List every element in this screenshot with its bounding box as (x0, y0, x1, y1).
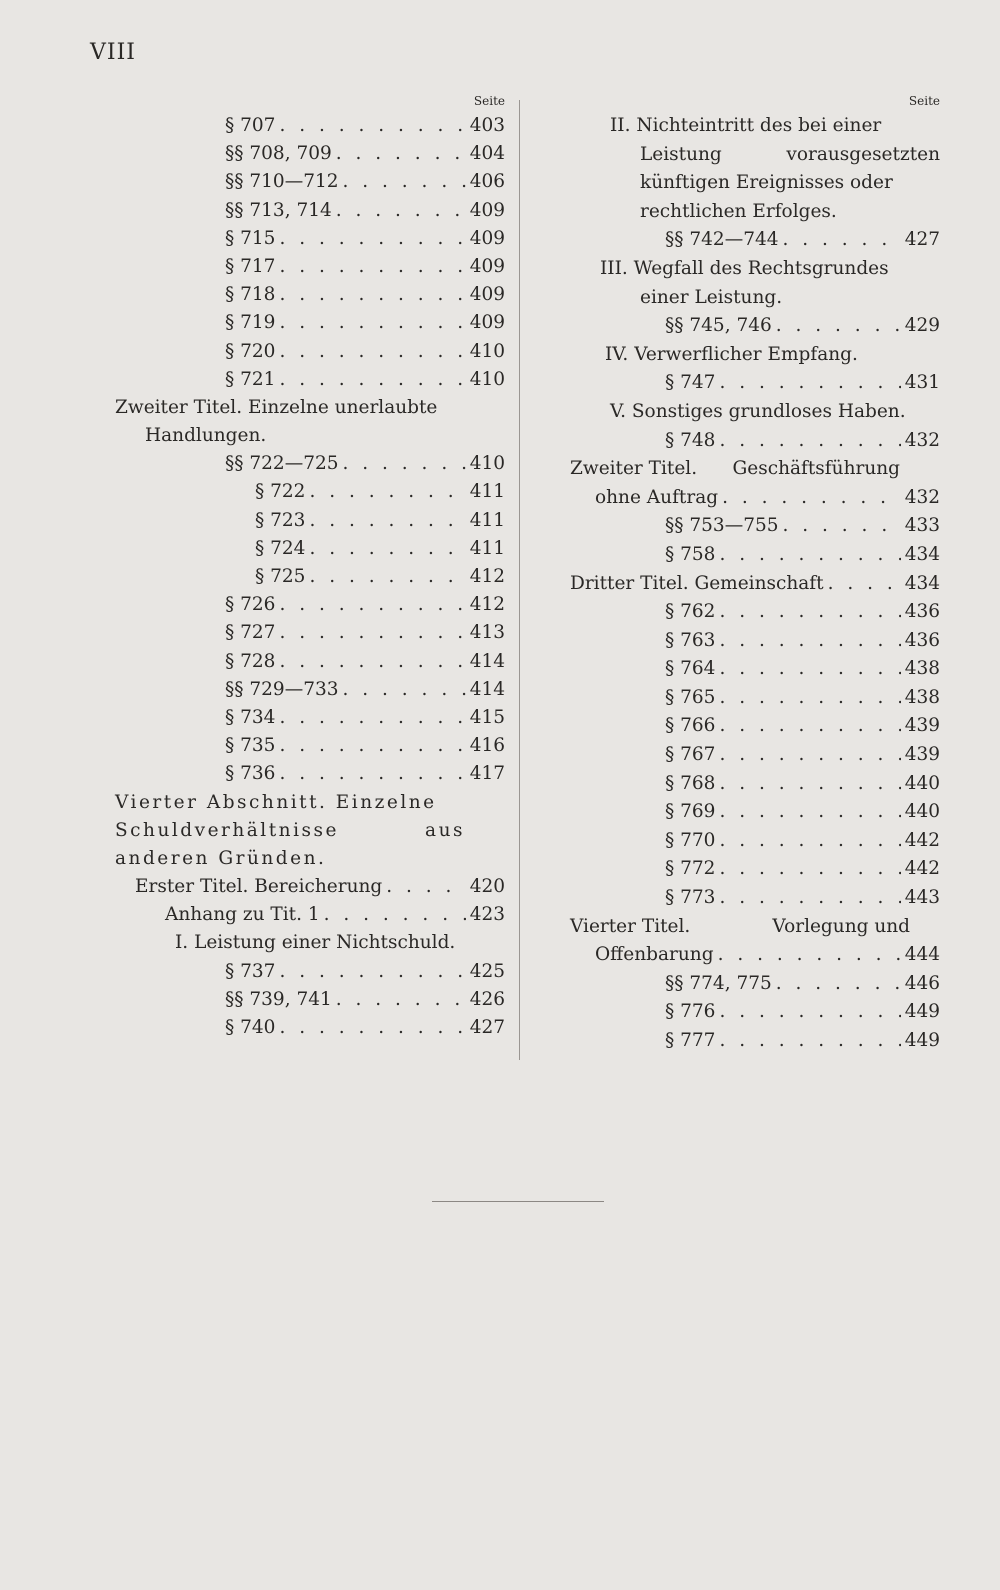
dot-leader (719, 627, 900, 656)
subheading-II-line2 (560, 141, 940, 170)
toc-entry (105, 619, 505, 647)
toc-entry-page: 406 (469, 171, 505, 193)
dot-leader (279, 281, 465, 309)
toc-entry-page: 410 (469, 368, 505, 390)
toc-entry (560, 627, 940, 656)
toc-entry-page: 446 (904, 972, 940, 994)
toc-entry-page: 432 (904, 429, 940, 451)
toc-entry (105, 450, 505, 478)
toc-entry-page: 420 (469, 876, 505, 898)
toc-entry-page: 417 (469, 763, 505, 785)
toc-entry-page: 431 (904, 372, 940, 394)
toc-entry-page: 412 (469, 594, 505, 616)
toc-entry (105, 901, 505, 929)
dot-leader (309, 478, 465, 506)
toc-entry-label: Anhang zu Tit. 1 (165, 904, 320, 926)
toc-entry (560, 712, 940, 741)
toc-entry-label: § 737 (225, 960, 276, 982)
toc-entry (105, 507, 505, 535)
dot-leader (279, 958, 465, 986)
toc-entry-label: § 748 (665, 429, 716, 451)
dot-leader (719, 541, 900, 570)
toc-entry (560, 684, 940, 713)
dot-leader (279, 704, 465, 732)
toc-entry-page: 442 (904, 829, 940, 851)
toc-entry (560, 541, 940, 570)
toc-entry-page: 436 (904, 601, 940, 623)
toc-entry (560, 512, 940, 541)
heading-word: Geschäftsführung (732, 458, 900, 480)
dot-leader (279, 760, 465, 788)
toc-group (560, 427, 940, 456)
dot-leader (719, 770, 900, 799)
toc-entry-label: § 772 (665, 858, 716, 880)
column-header-seite: Seite (473, 94, 505, 108)
toc-entry-label: § 734 (225, 706, 276, 728)
dot-leader (719, 598, 900, 627)
toc-entry-page: 434 (904, 572, 940, 594)
toc-entry-page: 411 (469, 537, 505, 559)
toc-group (560, 484, 940, 513)
toc-group (560, 512, 940, 569)
toc-entry-label: § 725 (255, 566, 306, 587)
dot-leader (718, 941, 901, 970)
toc-entry-label: §§ 708, 709 (225, 143, 332, 165)
toc-entry-page: 411 (469, 481, 505, 503)
toc-entry-label: § 717 (225, 255, 276, 277)
toc-entry (105, 338, 505, 366)
heading-word: aus (425, 819, 465, 841)
toc-entry-label: § 765 (665, 686, 716, 708)
dot-leader (776, 312, 901, 341)
toc-entry (105, 676, 505, 704)
toc-entry-page: 411 (469, 509, 505, 531)
toc-entry-page: 412 (469, 566, 505, 587)
column-header-seite: Seite (908, 94, 940, 108)
toc-entry (560, 1027, 940, 1056)
toc-entry-page: 440 (904, 801, 940, 823)
toc-entry-page: 440 (904, 772, 940, 794)
toc-entry-page: 449 (904, 1001, 940, 1023)
toc-entry (560, 226, 940, 255)
dot-leader (719, 1027, 900, 1056)
heading-vierter-abschnitt-line2 (105, 817, 505, 845)
dot-leader (783, 512, 901, 541)
column-divider (519, 100, 520, 1060)
toc-entry (560, 884, 940, 913)
heading-word: Vierter Titel. (570, 915, 691, 937)
toc-entry (105, 873, 505, 901)
toc-entry-label: §§ 739, 741 (225, 988, 332, 1010)
toc-entry-label: § 728 (225, 650, 276, 672)
toc-entry (560, 427, 940, 456)
dot-leader (343, 168, 466, 196)
toc-group (560, 570, 940, 913)
toc-entry-label: §§ 729—733 (225, 678, 339, 700)
toc-entry-page: 415 (469, 706, 505, 728)
toc-entry-label: § 773 (665, 887, 716, 909)
toc-entry-page: 403 (469, 115, 505, 136)
dot-leader (309, 535, 465, 563)
toc-entry-page: 410 (469, 453, 505, 475)
dot-leader (719, 684, 900, 713)
toc-entry-page: 442 (904, 858, 940, 880)
toc-entry (560, 970, 940, 999)
dot-leader (719, 884, 900, 913)
toc-entry-page: 425 (469, 960, 505, 982)
dot-leader (719, 427, 900, 456)
toc-entry-label: § 768 (665, 772, 716, 794)
toc-entry-label: §§ 742—744 (665, 229, 779, 251)
toc-entry-label: § 727 (225, 622, 276, 644)
toc-left-column (105, 90, 505, 1042)
toc-entry (105, 112, 505, 140)
toc-entry (560, 855, 940, 884)
toc-entry-label: § 722 (255, 481, 306, 503)
heading-word: vorausgesetzten (786, 143, 940, 165)
dot-leader (776, 970, 901, 999)
dot-leader (386, 873, 465, 901)
dot-leader (719, 741, 900, 770)
dot-leader (279, 732, 465, 760)
toc-entry-page: 404 (469, 143, 505, 165)
toc-entry-label: §§ 713, 714 (225, 199, 332, 221)
toc-entry-label: ohne Auftrag (595, 486, 719, 508)
toc-entry-label: § 719 (225, 312, 276, 334)
toc-entry-label: § 770 (665, 829, 716, 851)
toc-entry (560, 655, 940, 684)
toc-entry (105, 958, 505, 986)
toc-entry (560, 941, 940, 970)
dot-leader (279, 309, 465, 337)
toc-entry-page: 423 (469, 904, 505, 926)
footer-rule (432, 1201, 604, 1202)
subheading-leistung-nichtschuld: I. Leistung einer Nichtschuld. (175, 932, 456, 954)
heading-word: Leistung (640, 143, 722, 165)
toc-entry-page: 439 (904, 744, 940, 766)
toc-entry-page: 427 (469, 1017, 505, 1038)
toc-entry-label: § 776 (665, 1001, 716, 1023)
dot-leader (719, 712, 900, 741)
toc-entry (105, 225, 505, 253)
toc-group (105, 873, 505, 929)
toc-entry (560, 770, 940, 799)
toc-entry (560, 798, 940, 827)
heading-zweiter-titel-cont: Handlungen. (145, 425, 267, 447)
toc-group (560, 369, 940, 398)
toc-entry-label: § 718 (225, 284, 276, 306)
dot-leader (828, 570, 901, 599)
toc-entry (105, 197, 505, 225)
toc-entry (560, 570, 940, 599)
toc-entry-label: § 758 (665, 543, 716, 565)
dot-leader (279, 225, 465, 253)
toc-entry-page: 409 (469, 284, 505, 306)
toc-entry-page: 434 (904, 543, 940, 565)
heading-vierter-abschnitt-line3: anderen Gründen. (115, 847, 327, 869)
toc-entry (560, 741, 940, 770)
heading-zweiter-titel: Zweiter Titel. Einzelne unerlaubte (115, 396, 438, 418)
toc-entry-page: 443 (904, 887, 940, 909)
toc-group (560, 226, 940, 255)
toc-entry (105, 253, 505, 281)
toc-entry (105, 168, 505, 196)
toc-entry-page: 409 (469, 312, 505, 334)
toc-entry-label: § 724 (255, 537, 306, 559)
toc-entry-label: § 777 (665, 1030, 716, 1051)
toc-entry (105, 704, 505, 732)
toc-entry (560, 827, 940, 856)
toc-entry (105, 563, 505, 591)
dot-leader (279, 619, 465, 647)
toc-entry-page: 444 (904, 944, 940, 966)
toc-entry (560, 369, 940, 398)
dot-leader (279, 366, 465, 394)
toc-entry-page: 439 (904, 715, 940, 737)
toc-entry-label: § 707 (225, 115, 276, 136)
toc-entry-page: 436 (904, 629, 940, 651)
toc-entry-page: 410 (469, 340, 505, 362)
toc-entry (105, 535, 505, 563)
toc-entry (105, 478, 505, 506)
toc-entry (560, 312, 940, 341)
toc-entry-page: 414 (469, 650, 505, 672)
toc-entry-label: § 747 (665, 372, 716, 394)
toc-entry-label: § 763 (665, 629, 716, 651)
dot-leader (719, 855, 900, 884)
toc-entry-page: 427 (904, 229, 940, 251)
toc-entry-label: § 726 (225, 594, 276, 616)
toc-right-column (560, 90, 940, 1056)
toc-entry-page: 413 (469, 622, 505, 644)
toc-entry (105, 591, 505, 619)
toc-entry-label: § 766 (665, 715, 716, 737)
toc-group (560, 312, 940, 341)
toc-entry-label: § 721 (225, 368, 276, 390)
subheading-III: III. Wegfall des Rechtsgrundes (600, 257, 889, 279)
toc-entry-label: § 720 (225, 340, 276, 362)
dot-leader (279, 253, 465, 281)
toc-group (105, 112, 505, 394)
toc-entry (105, 309, 505, 337)
toc-entry-label: § 769 (665, 801, 716, 823)
toc-entry-label: § 723 (255, 509, 306, 531)
toc-entry-label: §§ 722—725 (225, 453, 339, 475)
heading-word: Vorlegung und (772, 915, 910, 937)
heading-zweiter-titel-right (560, 455, 940, 484)
toc-entry (560, 998, 940, 1027)
dot-leader (783, 226, 901, 255)
heading-word: Schuldverhältnisse (115, 819, 339, 841)
dot-leader (309, 563, 465, 591)
toc-entry-label: §§ 774, 775 (665, 972, 772, 994)
dot-leader (279, 112, 465, 140)
toc-entry-label: § 767 (665, 744, 716, 766)
toc-entry (105, 140, 505, 168)
toc-entry-page: 426 (469, 988, 505, 1010)
toc-entry-label: §§ 710—712 (225, 171, 339, 193)
toc-entry (105, 1014, 505, 1042)
toc-entry-page: 429 (904, 315, 940, 337)
toc-entry-label: § 715 (225, 227, 276, 249)
toc-entry-label: Dritter Titel. Gemeinschaft (570, 572, 824, 594)
toc-entry-label: § 762 (665, 601, 716, 623)
subheading-II: II. Nichteintritt des bei einer (610, 115, 882, 136)
dot-leader (279, 591, 465, 619)
heading-vierter-titel (560, 913, 940, 942)
toc-entry-label: § 736 (225, 763, 276, 785)
dot-leader (719, 369, 900, 398)
toc-entry (105, 760, 505, 788)
toc-entry-label: Erster Titel. Bereicherung (135, 876, 383, 898)
subheading-V: V. Sonstiges grundloses Haben. (610, 400, 906, 422)
heading-word: Zweiter Titel. (570, 458, 698, 480)
subheading-IV: IV. Verwerflicher Empfang. (605, 343, 858, 365)
toc-entry (560, 598, 940, 627)
dot-leader (336, 197, 466, 225)
toc-entry-label: Offenbarung (595, 944, 714, 966)
dot-leader (279, 648, 465, 676)
toc-group (105, 958, 505, 1043)
toc-entry-page: 409 (469, 255, 505, 277)
dot-leader (343, 450, 466, 478)
dot-leader (279, 1014, 465, 1042)
dot-leader (324, 901, 466, 929)
toc-entry-page: 438 (904, 686, 940, 708)
dot-leader (279, 338, 465, 366)
toc-entry (105, 648, 505, 676)
toc-entry-label: § 735 (225, 735, 276, 757)
toc-entry-page: 409 (469, 227, 505, 249)
toc-entry-page: 433 (904, 515, 940, 537)
dot-leader (336, 986, 466, 1014)
toc-entry (105, 366, 505, 394)
toc-entry-page: 449 (904, 1030, 940, 1051)
toc-entry-label: § 740 (225, 1017, 276, 1038)
heading-vierter-abschnitt: Vierter Abschnitt. Einzelne (115, 791, 437, 813)
toc-entry-label: §§ 745, 746 (665, 315, 772, 337)
toc-entry (105, 986, 505, 1014)
dot-leader (719, 798, 900, 827)
toc-entry-page: 414 (469, 678, 505, 700)
subheading-II-line3: künftigen Ereignisses oder (640, 172, 893, 194)
dot-leader (309, 507, 465, 535)
dot-leader (722, 484, 901, 513)
dot-leader (336, 140, 466, 168)
toc-entry-label: § 764 (665, 658, 716, 680)
toc-entry-page: 432 (904, 486, 940, 508)
toc-entry (560, 484, 940, 513)
dot-leader (343, 676, 466, 704)
toc-group (560, 941, 940, 1055)
toc-entry (105, 281, 505, 309)
page-number: VIII (90, 40, 136, 65)
subheading-III-line2: einer Leistung. (640, 286, 783, 308)
subheading-II-line4: rechtlichen Erfolges. (640, 200, 837, 222)
dot-leader (719, 827, 900, 856)
toc-entry-page: 416 (469, 735, 505, 757)
toc-entry-page: 438 (904, 658, 940, 680)
toc-entry-label: §§ 753—755 (665, 515, 779, 537)
toc-group (105, 450, 505, 788)
toc-entry-page: 409 (469, 199, 505, 221)
dot-leader (719, 655, 900, 684)
toc-entry (105, 732, 505, 760)
dot-leader (719, 998, 900, 1027)
